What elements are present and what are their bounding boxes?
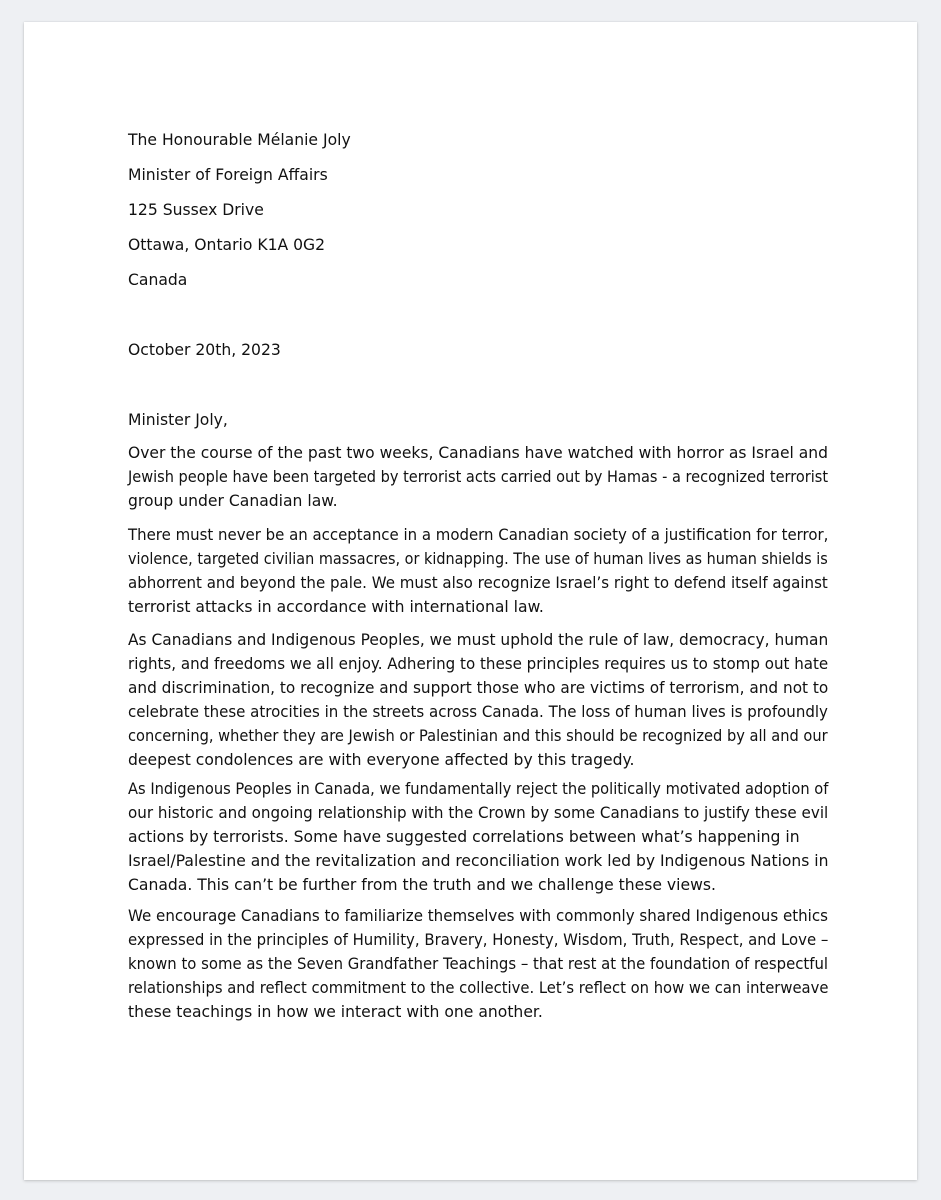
recipient-name: The Honourable Mélanie Joly xyxy=(128,131,351,149)
paragraph-1 xyxy=(128,441,828,513)
paragraph-line: concerning, whether they are Jewish or Palestinian and this should be recognized by all and our xyxy=(128,727,828,745)
paragraph-4 xyxy=(128,777,828,897)
paragraph-line: our historic and ongoing relationship with the Crown by some Canadians to justify these evil xyxy=(128,804,829,822)
recipient-city: Ottawa, Ontario K1A 0G2 xyxy=(128,236,326,254)
paragraph-line: actions by terrorists. Some have suggested correlations between what’s happening in xyxy=(128,828,800,846)
paragraph-line: abhorrent and beyond the pale. We must also recognize Israel’s right to defend itself against xyxy=(128,574,828,592)
paragraph-line: violence, targeted civilian massacres, or kidnapping. The use of human lives as human shields is xyxy=(128,550,828,568)
paragraph-line: There must never be an acceptance in a modern Canadian society of a justification for terror, xyxy=(128,526,829,544)
paragraph-3 xyxy=(128,628,828,772)
paragraph-line: We encourage Canadians to familiarize themselves with commonly shared Indigenous ethics xyxy=(128,907,828,925)
paragraph-line: As Canadians and Indigenous Peoples, we must uphold the rule of law, democracy, human xyxy=(128,631,829,649)
paragraph-line: these teachings in how we interact with one another. xyxy=(128,1003,543,1021)
recipient-street: 125 Sussex Drive xyxy=(128,201,264,219)
paragraph-line: expressed in the principles of Humility, Bravery, Honesty, Wisdom, Truth, Respect, and Love – xyxy=(128,931,829,949)
paragraph-5 xyxy=(128,904,828,1024)
paragraph-line: rights, and freedoms we all enjoy. Adhering to these principles requires us to stomp out hate xyxy=(128,655,829,673)
paragraph-line: and discrimination, to recognize and support those who are victims of terrorism, and not to xyxy=(128,679,829,697)
paragraph-2 xyxy=(128,523,828,619)
paragraph-line: terrorist attacks in accordance with international law. xyxy=(128,598,544,616)
paragraph-line: deepest condolences are with everyone affected by this tragedy. xyxy=(128,751,635,769)
paragraph-line: Jewish people have been targeted by terrorist acts carried out by Hamas - a recognized terrorist xyxy=(128,468,829,486)
paragraph-line: relationships and reflect commitment to the collective. Let’s reflect on how we can interweave xyxy=(128,979,829,997)
paragraph-line: Israel/Palestine and the revitalization and reconciliation work led by Indigenous Nations in xyxy=(128,852,829,870)
letter-date: October 20th, 2023 xyxy=(128,341,281,359)
paragraph-line: Over the course of the past two weeks, Canadians have watched with horror as Israel and xyxy=(128,444,828,462)
paragraph-line: celebrate these atrocities in the streets across Canada. The loss of human lives is profoundly xyxy=(128,703,828,721)
paragraph-line: known to some as the Seven Grandfather Teachings – that rest at the foundation of respectful xyxy=(128,955,829,973)
recipient-title: Minister of Foreign Affairs xyxy=(128,166,328,184)
paragraph-line: Canada. This can’t be further from the truth and we challenge these views. xyxy=(128,876,716,894)
recipient-country: Canada xyxy=(128,271,188,289)
salutation: Minister Joly, xyxy=(128,411,228,429)
paragraph-line: As Indigenous Peoples in Canada, we fundamentally reject the politically motivated adoption of xyxy=(128,780,829,798)
paragraph-line: group under Canadian law. xyxy=(128,492,338,510)
letter-page xyxy=(24,22,917,1180)
